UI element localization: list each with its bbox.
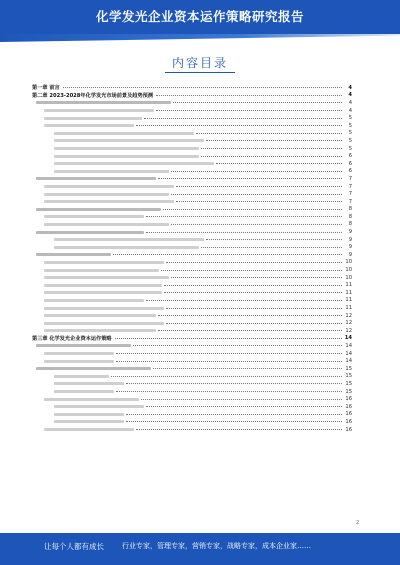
toc-entry-label-illegible	[54, 139, 204, 142]
toc-leader-dots	[136, 429, 342, 430]
toc-leader-dots	[164, 285, 342, 286]
toc-entry-label-illegible	[44, 428, 134, 431]
toc-entry[interactable]	[32, 168, 352, 176]
footer-brand: 让每个人都有成长	[44, 542, 104, 551]
toc-entry-label-illegible	[54, 375, 109, 378]
toc-leader-dots	[171, 171, 342, 172]
toc-page-number: 10	[345, 274, 352, 281]
toc-leader-dots	[171, 194, 342, 195]
toc-leader-dots	[156, 95, 342, 96]
toc-leader-dots	[206, 140, 342, 141]
toc-entry[interactable]	[32, 327, 352, 335]
toc-entry[interactable]	[32, 319, 352, 327]
toc-entry[interactable]	[32, 395, 352, 403]
toc-entry-label-illegible	[54, 246, 199, 249]
toc-page-number: 4	[348, 107, 352, 114]
toc-heading: 内容目录	[171, 56, 228, 70]
toc-entry[interactable]	[32, 152, 352, 160]
toc-entry-label-illegible	[44, 398, 139, 401]
toc-page-number: 9	[348, 229, 352, 236]
toc-leader-dots	[116, 361, 342, 362]
toc-leader-dots	[171, 277, 342, 278]
toc-page-number: 16	[345, 418, 352, 425]
toc-entry[interactable]	[32, 137, 352, 145]
toc-leader-dots	[166, 323, 342, 324]
toc-leader-dots	[146, 300, 342, 301]
toc-leader-dots	[164, 292, 342, 293]
toc-leader-dots	[201, 247, 342, 248]
toc-entry[interactable]	[32, 373, 352, 381]
toc-entry-label: 第三章 化学发光企业资本运作策略	[32, 335, 112, 342]
toc-entry-label-illegible	[54, 162, 214, 165]
toc-entry[interactable]	[32, 198, 352, 206]
toc-page-number: 7	[348, 198, 352, 205]
report-title: 化学发光企业资本运作策略研究报告	[95, 9, 304, 24]
toc-page-number: 7	[348, 191, 352, 198]
toc-page-number: 12	[345, 327, 352, 334]
toc-page-number: 11	[345, 305, 352, 312]
toc-leader-dots	[201, 156, 342, 157]
toc-leader-dots	[133, 345, 342, 346]
toc-entry[interactable]	[32, 274, 352, 282]
toc-page-number: 8	[348, 213, 352, 220]
toc-page-number: 12	[345, 312, 352, 319]
toc-entry-label-illegible	[54, 405, 144, 408]
toc-entry[interactable]	[32, 243, 352, 251]
toc-entry-label-illegible	[44, 261, 164, 264]
toc-entry-label-illegible	[44, 269, 159, 272]
toc-entry[interactable]	[32, 426, 352, 434]
toc-page-number: 9	[348, 236, 352, 243]
toc-entry-label-illegible	[36, 344, 131, 347]
toc-entry-label-illegible	[44, 291, 162, 294]
toc-entry-label-illegible	[44, 200, 174, 203]
toc-entry-label-illegible	[44, 307, 164, 310]
toc-entry-label-illegible	[44, 185, 174, 188]
toc-leader-dots	[126, 383, 342, 384]
toc-leader-dots	[161, 270, 342, 271]
toc-entry[interactable]	[32, 122, 352, 130]
toc-entry[interactable]	[32, 365, 352, 373]
toc-page-number: 15	[345, 373, 352, 380]
toc-entry-label: 第一章 前言	[32, 85, 60, 92]
toc-entry[interactable]	[32, 84, 352, 92]
toc-entry[interactable]	[32, 183, 352, 191]
toc-leader-dots	[173, 102, 342, 103]
toc-page-number: 6	[348, 153, 352, 160]
toc-entry[interactable]	[32, 289, 352, 297]
toc-leader-dots	[156, 110, 342, 111]
toc-leader-dots	[144, 118, 342, 119]
toc-entry-label-illegible	[44, 314, 156, 317]
toc-entry-label-illegible	[54, 413, 124, 416]
toc-page-number: 4	[348, 84, 352, 91]
toc-leader-dots	[116, 353, 342, 354]
page-number: 2	[356, 520, 360, 526]
toc-page-number: 16	[345, 403, 352, 410]
toc-entry-label-illegible	[54, 132, 194, 135]
toc-leader-dots	[111, 376, 342, 377]
toc-leader-dots	[216, 163, 342, 164]
toc-page-number: 9	[348, 244, 352, 251]
toc-entry-label: 第二章 2023-2028年化学发光市场前景及趋势预测	[32, 92, 154, 99]
toc-page-number: 16	[345, 426, 352, 433]
toc-entry-label-illegible	[44, 360, 114, 363]
toc-entry-label-illegible	[44, 284, 162, 287]
toc-entry[interactable]	[32, 342, 352, 350]
toc-entry-label-illegible	[36, 253, 111, 256]
toc-entry-label-illegible	[44, 223, 169, 226]
toc-entry[interactable]	[32, 190, 352, 198]
toc-page-number: 14	[344, 335, 352, 342]
toc-page-number: 8	[348, 206, 352, 213]
toc-entry[interactable]	[32, 411, 352, 419]
toc-page-number: 5	[348, 145, 352, 152]
toc-entry-label-illegible	[36, 208, 161, 211]
toc-leader-dots	[201, 148, 342, 149]
footer-slogan: 行业专家，管理专家，营销专家，战略专家，成本企业家……	[122, 542, 311, 550]
toc-entry-label-illegible	[44, 299, 144, 302]
toc-entry-label-illegible	[54, 390, 114, 393]
toc-page-number: 7	[348, 175, 352, 182]
toc-page-number: 12	[345, 320, 352, 327]
toc-page-number: 5	[348, 137, 352, 144]
header-ribbon	[0, 34, 400, 42]
toc-entry[interactable]	[32, 92, 352, 100]
toc-leader-dots	[146, 406, 342, 407]
toc-page-number: 5	[348, 122, 352, 129]
toc-leader-dots	[116, 391, 342, 392]
toc-entry[interactable]	[32, 114, 352, 122]
toc-page-number: 15	[345, 388, 352, 395]
toc-entry[interactable]	[32, 418, 352, 426]
toc-leader-dots	[166, 308, 342, 309]
toc-leader-dots	[166, 262, 342, 263]
toc-entry[interactable]	[32, 228, 352, 236]
toc-entry[interactable]	[32, 403, 352, 411]
toc-entry[interactable]	[32, 297, 352, 305]
toc-entry-label-illegible	[44, 124, 134, 127]
toc-entry-label-illegible	[44, 352, 114, 355]
toc-leader-dots	[153, 368, 342, 369]
toc-entry-label-illegible	[54, 420, 124, 423]
toc-page-number: 11	[345, 289, 352, 296]
toc-leader-dots	[126, 421, 342, 422]
toc-entry-label-illegible	[54, 238, 204, 241]
toc-leader-dots	[196, 133, 342, 134]
toc-page-number: 9	[348, 251, 352, 258]
toc-entry[interactable]	[32, 130, 352, 138]
toc-entry[interactable]	[32, 213, 352, 221]
toc-leader-dots	[63, 87, 342, 88]
toc-leader-dots	[146, 232, 342, 233]
toc-entry-label-illegible	[54, 147, 199, 150]
toc-leader-dots	[158, 178, 342, 179]
toc-leader-dots	[158, 330, 342, 331]
toc-page-number: 6	[348, 160, 352, 167]
toc-leader-dots	[163, 209, 342, 210]
toc-entry[interactable]	[32, 107, 352, 115]
toc-entry[interactable]	[32, 281, 352, 289]
toc-page-number: 5	[348, 130, 352, 137]
toc-leader-dots	[126, 414, 342, 415]
toc-entry-label-illegible	[54, 382, 124, 385]
toc-page-number: 14	[345, 358, 352, 365]
toc-page-number: 6	[348, 168, 352, 175]
toc-page-number: 16	[345, 396, 352, 403]
toc-entry-label-illegible	[36, 367, 151, 370]
toc-entry[interactable]	[32, 380, 352, 388]
toc-entry[interactable]	[32, 221, 352, 229]
toc-leader-dots	[141, 399, 342, 400]
toc-page-number: 14	[345, 350, 352, 357]
toc-page-number: 14	[345, 342, 352, 349]
toc-entry-label-illegible	[36, 177, 156, 180]
toc-entry-label-illegible	[54, 170, 169, 173]
toc-entry[interactable]	[32, 350, 352, 358]
toc-entry-label-illegible	[44, 215, 144, 218]
toc-leader-dots	[113, 254, 342, 255]
toc-entry[interactable]	[32, 335, 352, 343]
toc-entry[interactable]	[32, 236, 352, 244]
toc-entry-label-illegible	[36, 231, 144, 234]
toc-entry[interactable]	[32, 160, 352, 168]
toc-leader-dots	[158, 315, 342, 316]
toc-entry[interactable]	[32, 145, 352, 153]
toc-page-number: 10	[345, 259, 352, 266]
toc-entry-label-illegible	[54, 155, 199, 158]
toc-leader-dots	[176, 186, 342, 187]
toc-entry[interactable]	[32, 99, 352, 107]
toc-page-number: 5	[348, 115, 352, 122]
toc-entry[interactable]	[32, 206, 352, 214]
toc-entry[interactable]	[32, 259, 352, 267]
toc-leader-dots	[136, 125, 342, 126]
toc-page-number: 4	[348, 92, 352, 99]
toc-entry[interactable]	[32, 175, 352, 183]
toc-leader-dots	[146, 216, 342, 217]
toc-page-number: 11	[345, 297, 352, 304]
toc-entry[interactable]	[32, 304, 352, 312]
toc-leader-dots	[115, 338, 342, 339]
toc-page-number: 11	[345, 282, 352, 289]
toc-entry-label-illegible	[44, 117, 142, 120]
toc-entry-label-illegible	[44, 276, 169, 279]
toc-page-number: 16	[345, 411, 352, 418]
table-of-contents	[32, 84, 352, 433]
toc-page-number: 4	[348, 99, 352, 106]
toc-entry[interactable]	[32, 388, 352, 396]
toc-page-number: 7	[348, 183, 352, 190]
toc-page-number: 8	[348, 221, 352, 228]
toc-entry[interactable]	[32, 251, 352, 259]
toc-page-number: 15	[345, 365, 352, 372]
toc-entry-label-illegible	[36, 101, 171, 104]
toc-entry-label-illegible	[44, 329, 156, 332]
toc-entry[interactable]	[32, 266, 352, 274]
toc-page-number: 10	[345, 267, 352, 274]
toc-heading-rule	[165, 72, 235, 73]
toc-entry[interactable]	[32, 312, 352, 320]
toc-leader-dots	[206, 239, 342, 240]
toc-entry[interactable]	[32, 357, 352, 365]
toc-page-number: 15	[345, 380, 352, 387]
toc-entry-label-illegible	[44, 193, 169, 196]
toc-leader-dots	[171, 224, 342, 225]
toc-entry-label-illegible	[44, 322, 164, 325]
toc-leader-dots	[176, 201, 342, 202]
toc-entry-label-illegible	[44, 109, 154, 112]
